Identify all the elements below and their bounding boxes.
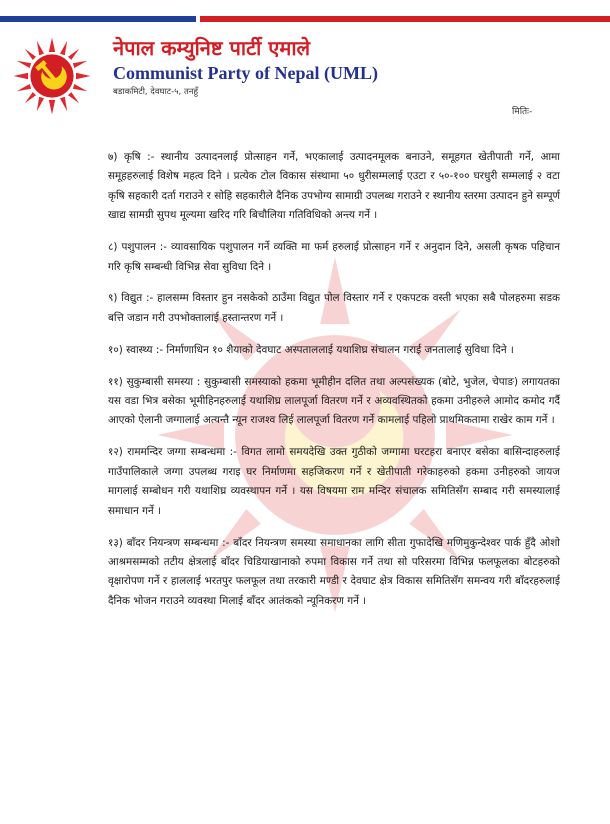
- date-label: मितिः-: [512, 107, 533, 117]
- header-bar-red: [200, 16, 610, 22]
- paragraph-agriculture: ७) कृषि :- स्थानीय उत्पादनलाई प्रोत्साहन गर्ने, भएकालाई उत्पादनमूलक बनाउने, समूहगत खेतीपाती गर्ने, आमा समूहहरुलाई विशेष महत्व दिने । प्रत्येक टोल विकास संस्थामा ५० धुरीसम्मलाई एउटा र ५०-१०० घरधुरी सम्मलाई २ वटा कृषि सहकारी दर्ता गराउने र सोहि सहकारीले दैनिक उपभोग्य सामाग्री उपलब्ध गराउने र स्थानीय स्तरमा उत्पादन हुने सम्पूर्ण खाद्य सामग्री सुपथ मूल्यमा खरिद गरि बिचौलिया गतिविधिको अन्त्य गर्ने ।: [108, 151, 560, 222]
- party-address: बडाकमिटी, देवघाट-५, तनहुँ: [113, 87, 199, 97]
- header-bar-blue: [0, 16, 196, 22]
- paragraph-animal-husbandry: ८) पशुपालन :- व्यावसायिक पशुपालन गर्ने व्यक्ति मा फर्म हरुलाई प्रोत्साहन गर्ने र अनुदान दिने, असली कृषक पहिचान गरि कृषि सम्बन्धी विभिन्न सेवा सुविधा दिने ।: [108, 241, 560, 273]
- document-body: [108, 148, 560, 624]
- party-name-english: Communist Party of Nepal (UML): [113, 63, 378, 83]
- paragraph-landless-problem: ११) सुकुम्बासी समस्या : सुकुम्बासी समस्याको हकमा भूमीहीन दलित तथा अल्पसंख्यक (बोटे, भुजेल, चेपाङ) लगायतका यस वडा भित्र बसेका भूमीहिनहरुलाई यथाशिघ्र लालपूर्जा वितरण गर्ने र अव्यवस्थितको हकमा उनीहरुले आमोद कमोद गर्दै आएको ऐलानी जग्गालाई अत्यन्तै न्यून राजश्व लिई लालपूर्जा वितरण गर्ने कामलाई पहिलो प्राथमिकतामा राखेर काम गर्ने ।: [108, 375, 560, 427]
- header-color-bar: [0, 16, 610, 22]
- paragraph-electricity: ९) विद्युत :- हालसम्म विस्तार हुन नसकेको ठाउँमा विद्युत पोल विस्तार गर्ने र एकपटक वस्ती भएका सबै पोलहरुमा सडक बत्ति जडान गरी उपभोक्तालाई हस्तान्तरण गर्ने ।: [108, 292, 560, 324]
- paragraph-health: १०) स्वास्थ्य :- निर्माणाधिन १० शैयाको देवघाट अस्पताललाई यथाशिघ्र संचालन गराई जनतालाई सुविधा दिने ।: [108, 343, 514, 356]
- paragraph-ram-mandir-land: १२) राममन्दिर जग्गा सम्बन्धमा :- विगत लामो समयदेखि उक्त गुठीको जग्गामा घरटहरा बनाएर बसेका बासिन्दाहरुलाई गाउँपालिकाले जग्गा उपलब्ध गराइ घर निर्माणमा सहजिकरण गर्ने र खेतीपाती गरेकाहरुको हकमा उनीहरुको जायज मागलाई सम्बोधन गरी यथाशिघ्र व्यवस्थापन गर्ने । यस विषयमा राम मन्दिर संचालक समितिसँग सम्बाद गरी समस्यालाई समाधान गर्ने ।: [108, 446, 560, 517]
- party-logo-sun-hammer-sickle-icon: [12, 36, 92, 116]
- paragraph-monkey-control: १३) बाँदर नियन्त्रण सम्बन्धमा :- बाँदर नियन्त्रण समस्या समाधानका लागि सीता गुफादेखि मणिमुकुन्देश्वर पार्क हुँदै ओशो आश्रमसम्मको तटीय क्षेत्रलाई बाँदर चिडियाखानाको रुपमा विकास गर्ने तथा सो परिसरमा विभिन्न फलफूलका बोटहरुको वृक्षारोपण गर्ने र हाललाई भरतपुर फलफूल तथा तरकारी मण्डी र देवघाट क्षेत्र विकास समितिसँग समन्वय गरी बाँदरहरुलाई दैनिक भोजन गराउने व्यवस्था मिलाई बाँदर आतंकको न्यूनिकरण गर्ने ।: [108, 536, 560, 607]
- party-name-nepali: नेपाल कम्युनिष्ट पार्टी एमाले: [113, 36, 311, 60]
